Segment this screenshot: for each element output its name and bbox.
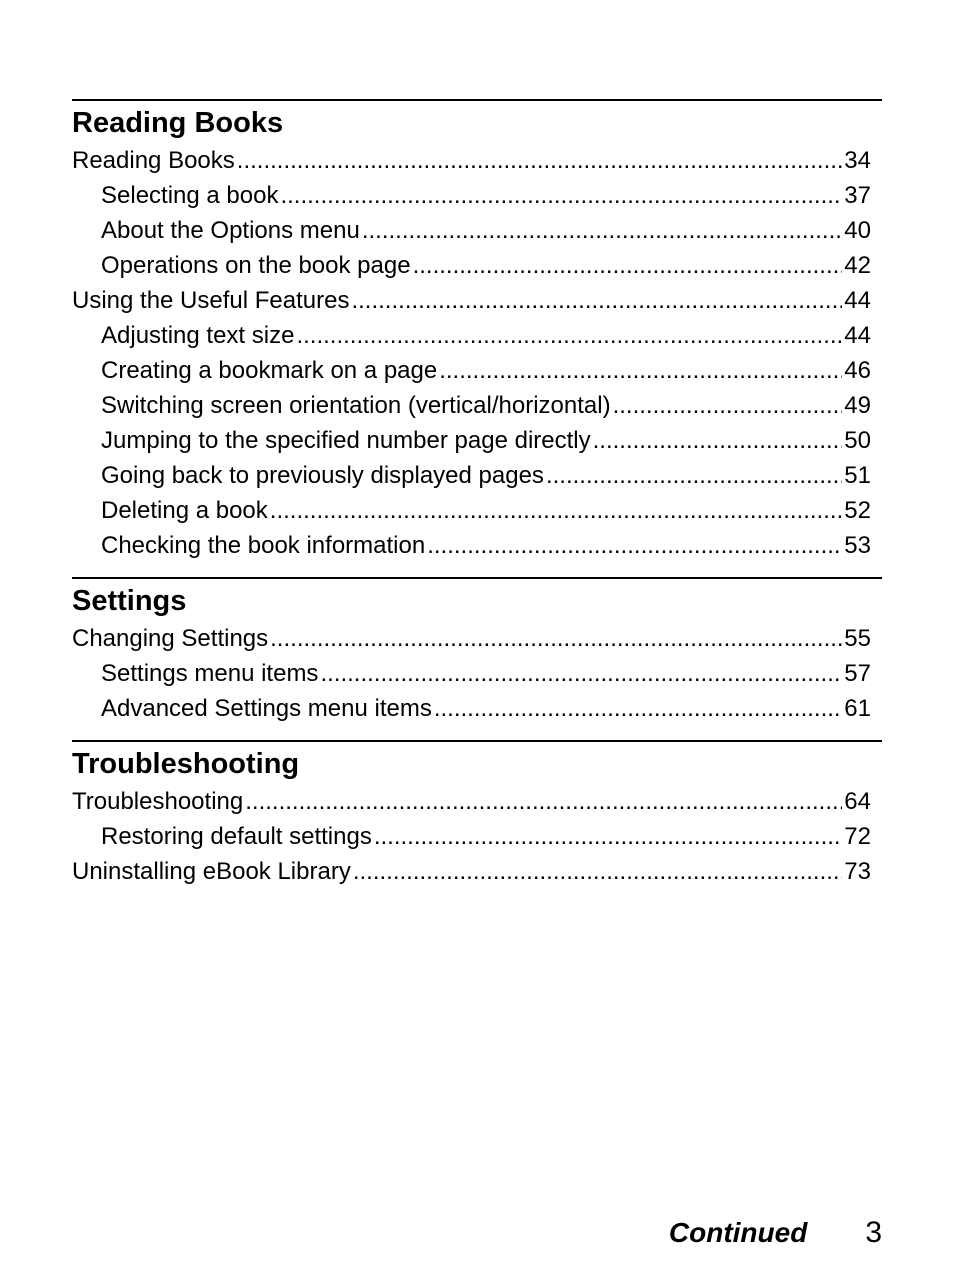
toc-entry-label: Jumping to the specified number page directly <box>101 427 591 454</box>
toc-entry[interactable] <box>72 178 882 213</box>
toc-entry[interactable] <box>72 423 882 458</box>
toc-entry-label: Advanced Settings menu items <box>101 695 432 722</box>
toc-entry[interactable] <box>72 854 882 889</box>
section-title: Troubleshooting <box>72 748 300 780</box>
toc-entry-page: 73 <box>844 858 871 885</box>
table-of-contents <box>72 99 882 903</box>
toc-entry-label: Going back to previously displayed pages <box>101 462 544 489</box>
toc-entry-page: 72 <box>844 823 871 850</box>
toc-entry-label: About the Options menu <box>101 217 360 244</box>
dot-leader <box>351 283 842 318</box>
dot-leader <box>270 493 843 528</box>
toc-section-reading-books <box>72 99 882 563</box>
dot-leader <box>374 819 842 854</box>
toc-entry-page: 52 <box>844 497 871 524</box>
toc-entry-page: 55 <box>844 625 871 652</box>
toc-entry-page: 51 <box>844 462 871 489</box>
toc-entry-label: Settings menu items <box>101 660 319 687</box>
toc-entry[interactable] <box>72 691 882 726</box>
dot-leader <box>280 178 842 213</box>
toc-entry-page: 34 <box>844 147 871 174</box>
toc-entry-page: 49 <box>844 392 871 419</box>
toc-entry[interactable] <box>72 213 882 248</box>
dot-leader <box>434 691 842 726</box>
continued-label: Continued <box>668 1217 808 1248</box>
page-footer <box>669 1216 882 1250</box>
toc-entry-page: 44 <box>844 287 871 314</box>
toc-entry-label: Deleting a book <box>101 497 268 524</box>
toc-entry[interactable] <box>72 143 882 178</box>
toc-entry-label: Using the Useful Features <box>72 287 350 314</box>
toc-entry[interactable] <box>72 621 882 656</box>
dot-leader <box>613 388 843 423</box>
toc-entry[interactable] <box>72 248 882 283</box>
toc-entry-page: 53 <box>844 532 871 559</box>
toc-entry-page: 61 <box>844 695 871 722</box>
dot-leader <box>237 143 843 178</box>
toc-entry[interactable] <box>72 528 882 563</box>
dot-leader <box>270 621 842 656</box>
toc-entry-page: 57 <box>844 660 871 687</box>
toc-entry[interactable] <box>72 493 882 528</box>
section-title: Settings <box>72 585 187 617</box>
toc-entry-page: 50 <box>844 427 871 454</box>
toc-section-settings <box>72 577 882 726</box>
toc-entry[interactable] <box>72 819 882 854</box>
dot-leader <box>413 248 843 283</box>
toc-entry[interactable] <box>72 353 882 388</box>
toc-entry-label: Creating a bookmark on a page <box>101 357 438 384</box>
toc-entry[interactable] <box>72 784 882 819</box>
toc-section-troubleshooting <box>72 740 882 889</box>
toc-entry-label: Operations on the book page <box>101 252 411 279</box>
dot-leader <box>546 458 842 493</box>
toc-entry-label: Restoring default settings <box>101 823 372 850</box>
toc-entry-label: Adjusting text size <box>101 322 295 349</box>
toc-entry[interactable] <box>72 318 882 353</box>
toc-entry[interactable] <box>72 458 882 493</box>
toc-entry-page: 64 <box>844 788 871 815</box>
dot-leader <box>296 318 842 353</box>
toc-entry[interactable] <box>72 388 882 423</box>
dot-leader <box>439 353 842 388</box>
dot-leader <box>245 784 842 819</box>
dot-leader <box>320 656 842 691</box>
toc-entry-label: Switching screen orientation (vertical/horizontal) <box>101 392 611 419</box>
toc-entry-page: 42 <box>844 252 871 279</box>
dot-leader <box>353 854 842 889</box>
toc-entry[interactable] <box>72 656 882 691</box>
toc-entry-label: Reading Books <box>72 147 235 174</box>
toc-entry-label: Troubleshooting <box>72 788 244 815</box>
section-title: Reading Books <box>72 107 284 139</box>
dot-leader <box>593 423 843 458</box>
toc-entry-page: 40 <box>844 217 871 244</box>
toc-entry-label: Changing Settings <box>72 625 269 652</box>
dot-leader <box>427 528 842 563</box>
toc-entry-label: Checking the book information <box>101 532 426 559</box>
toc-entry[interactable] <box>72 283 882 318</box>
dot-leader <box>362 213 842 248</box>
page-number: 3 <box>865 1216 882 1249</box>
toc-entry-page: 37 <box>844 182 871 209</box>
toc-entry-label: Selecting a book <box>101 182 279 209</box>
toc-entry-page: 44 <box>844 322 871 349</box>
toc-entry-page: 46 <box>844 357 871 384</box>
toc-entry-label: Uninstalling eBook Library <box>72 858 351 885</box>
